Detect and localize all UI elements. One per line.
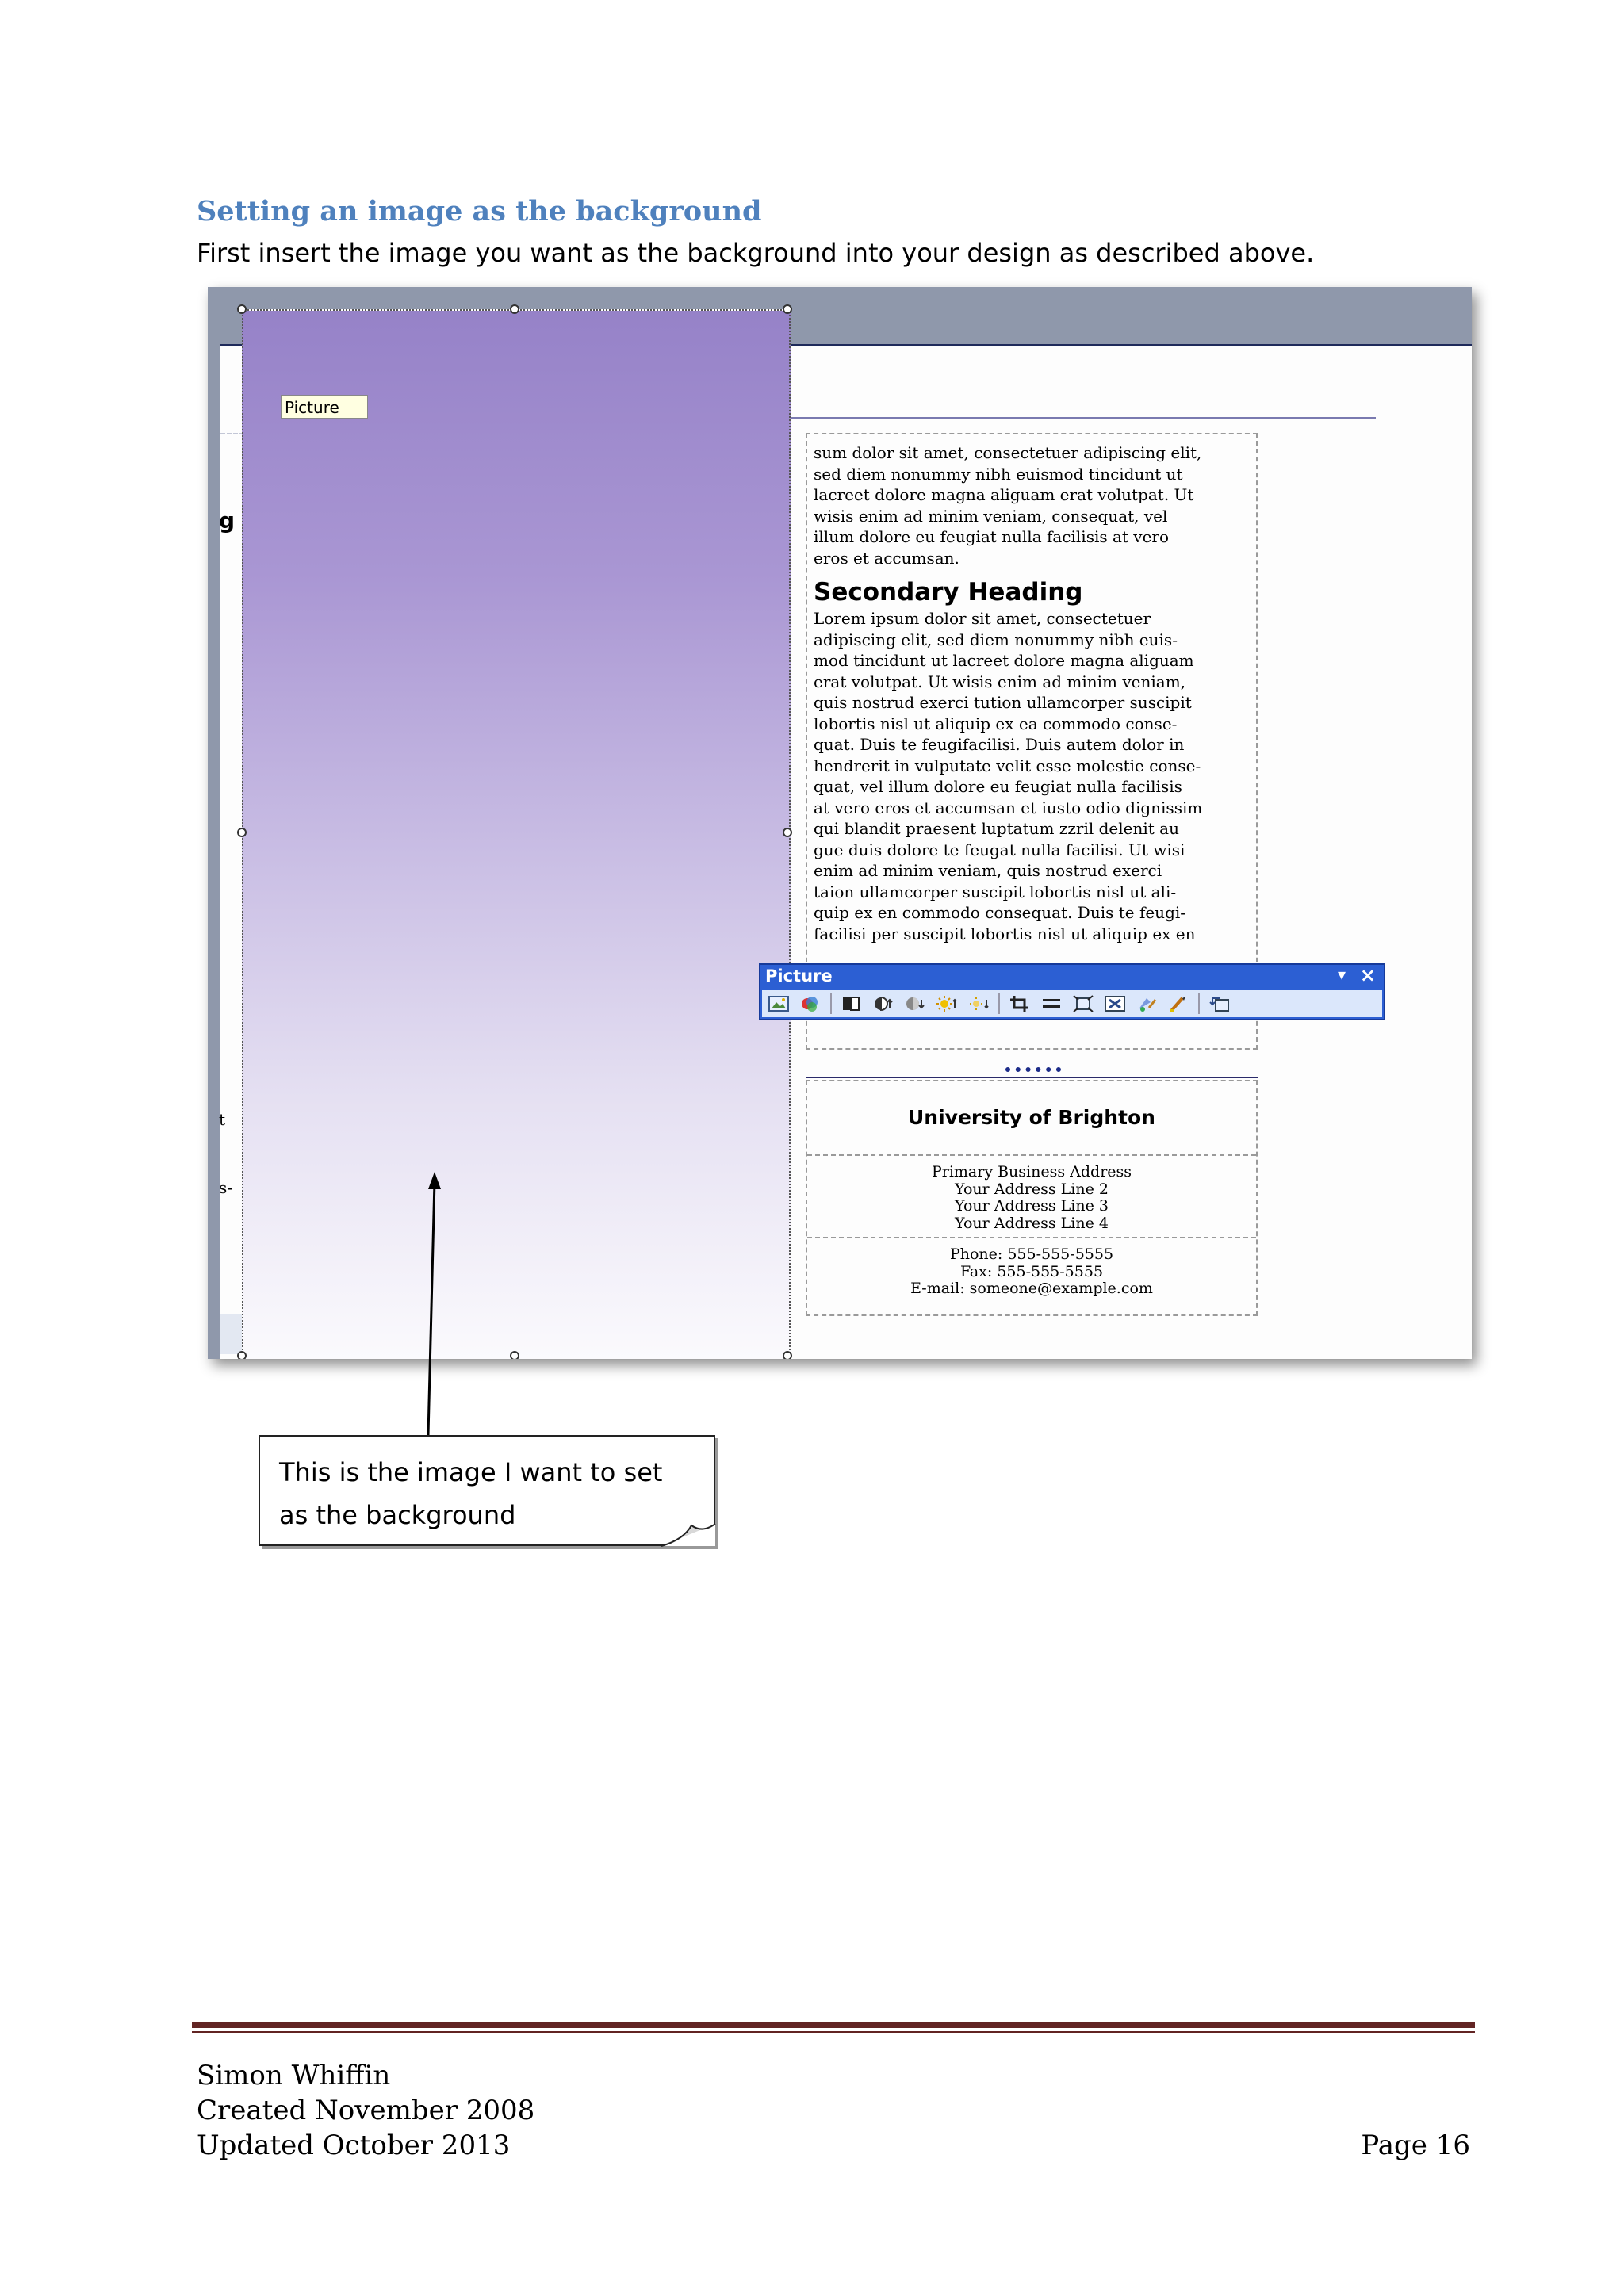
selection-handle[interactable] [237,304,247,314]
insert-picture-icon[interactable] [767,993,791,1014]
body-text-1: sum dolor sit amet, consectetuer adipiscing elit, sed diem nonummy nibh euismod tincidunt ut lacreet dolore magna aliguam erat volutpat. Ut wisis enim ad minim veniam, consequat, vel illum dolore eu feugiat nulla facilisis at vero eros et accumsan. [814,443,1202,568]
text-wrapping-icon[interactable] [1103,993,1127,1014]
left-text-fragment: t [219,1110,226,1129]
picture-tooltip: Picture [281,395,368,419]
selection-handle[interactable] [783,304,792,314]
contact-phone: Phone: 555-555-5555 Fax: 555-555-5555 E-mail: someone@example.com [910,1246,1153,1297]
section-heading: Setting an image as the background [197,195,762,228]
more-contrast-icon[interactable] [840,993,864,1014]
brightness-down-icon[interactable] [903,993,927,1014]
secondary-heading: Secondary Heading [814,578,1083,607]
left-text-fragment: s- [219,1178,233,1197]
footer-author: Simon Whiffin [197,2060,391,2091]
contact-frame[interactable] [806,1080,1258,1316]
compress-icon[interactable] [1071,993,1095,1014]
toolbar-title: Picture [765,966,833,985]
body-text-2: Lorem ipsum dolor sit amet, consectetuer adipiscing elit, sed diem nonummy nibh euis- mod tincidunt ut lacreet dolore magna aliguam erat volutpat. Ut wisis enim ad minim veniam, quis nostrud exerci tution ullamcorper suscipit lobortis nisl ut aliquip ex ea commodo conse- quat. Duis te feugifacilisi. Duis autem dolor in hendrerit in vulputate velit esse molestie conse- quat, vel illum dolore eu feugiat nulla facilisis at vero eros et accumsan et iusto odio dignissim qui blandit praesent luptatum zzril delenit au gue duis dolore te feugat nulla facilisi. Ut wisi enim ad minim veniam, quis nostrud exerci taion ullamcorper suscipit lobortis nisl ut ali- quip ex en commodo consequat. Duis te feugi- facilisi per suscipit lobortis nisl ut aliquip ex en [814,609,1203,943]
footer-updated: Updated October 2013 [197,2130,511,2161]
less-contrast-icon[interactable] [871,993,895,1014]
contact-rule [806,1077,1258,1078]
selection-handle[interactable] [510,1351,519,1359]
close-icon[interactable]: × [1359,964,1376,986]
left-page-rule [220,433,244,434]
left-page-strip [220,1314,243,1354]
less-brightness-icon[interactable] [967,993,990,1014]
format-picture-icon[interactable] [1135,993,1159,1014]
callout-fold-corner [660,1522,717,1548]
color-icon[interactable] [799,993,822,1014]
more-brightness-icon[interactable] [935,993,959,1014]
callout-text: This is the image I want to set as the background [279,1457,663,1530]
footer-rule [192,2022,1475,2028]
body-text-frame[interactable] [806,433,1258,1050]
toolbar-separator [830,993,832,1014]
footer-page-number: Page 16 [1361,2130,1470,2161]
reset-picture-icon[interactable] [1208,993,1231,1014]
callout-box [259,1435,715,1546]
crop-icon[interactable] [1008,993,1032,1014]
toolbar-options-icon[interactable]: ▾ [1337,965,1346,984]
selection-handle[interactable] [237,828,247,837]
publisher-screenshot [208,287,1472,1359]
line-style-icon[interactable] [1040,993,1063,1014]
contact-org: University of Brighton [807,1081,1256,1156]
toolbar-button-row [762,990,1382,1017]
intro-text: First insert the image you want as the background into your design as described above. [197,238,1315,268]
selection-handle[interactable] [510,304,519,314]
selection-handle[interactable] [237,1351,247,1359]
toolbar-separator [1198,993,1200,1014]
selection-handle[interactable] [783,1351,792,1359]
background-image[interactable] [242,309,791,1359]
toolbar-separator [998,993,1000,1014]
set-transparent-color-icon[interactable] [1166,993,1190,1014]
selection-handle[interactable] [783,828,792,837]
contact-address: Primary Business Address Your Address Line 2 Your Address Line 3 Your Address Line 4 [807,1156,1256,1238]
footer-created: Created November 2008 [197,2095,535,2126]
footer-rule-thin [192,2031,1475,2033]
left-text-fragment: g [219,507,236,534]
dotted-separator [1005,1067,1061,1072]
picture-toolbar[interactable] [759,963,1385,1020]
